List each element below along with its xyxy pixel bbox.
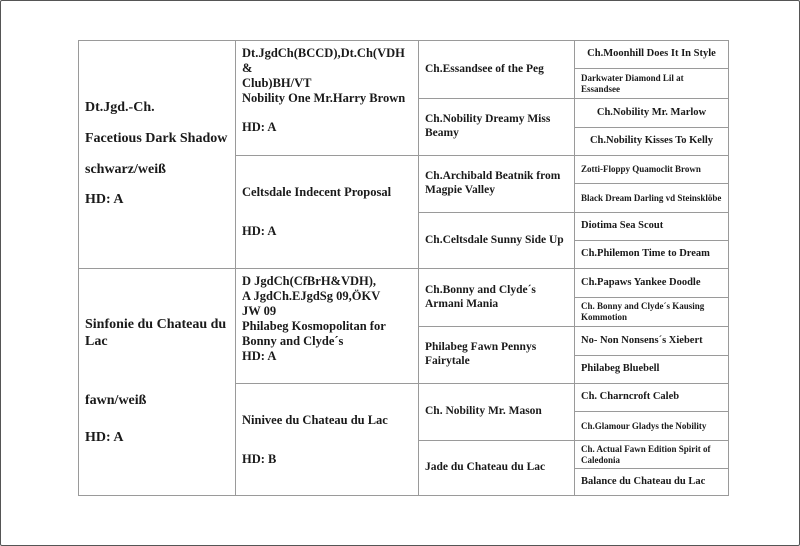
dog1-sire-line3: Club)BH/VT	[242, 76, 312, 90]
dog2-ss-cell: Ch.Bonny and Clyde´s Armani Mania	[419, 269, 575, 327]
dog1-ddd-cell: Ch.Philemon Time to Dream	[575, 241, 729, 269]
dog1-ssd-cell: Darkwater Diamond Lil at Essandsee	[575, 69, 729, 99]
dog2-sire-line1: D JgdCh(CfBrH&VDH),	[242, 274, 377, 288]
dog1-dam-name: Celtsdale Indecent Proposal	[242, 185, 392, 199]
dog2-sss-cell: Ch.Papaws Yankee Doodle	[575, 269, 729, 298]
dog1-dam-hd: HD: A	[242, 224, 277, 238]
dog1-sd-cell: Ch.Nobility Dreamy Miss Beamy	[419, 99, 575, 156]
dog2-sire-line3: JW 09	[242, 304, 277, 318]
dog1-name: Facetious Dark Shadow	[85, 130, 228, 146]
dog2-dam-cell	[236, 384, 419, 496]
dog1-color: schwarz/weiß	[85, 161, 166, 177]
dog2-dsd-cell: Ch.Glamour Gladys the Nobility	[575, 412, 729, 441]
dog1-sire-line2: &	[242, 61, 253, 75]
dog2-dd-cell: Jade du Chateau du Lac	[419, 441, 575, 496]
dog1-sire-cell	[236, 41, 419, 156]
dog2-hd: HD: A	[85, 429, 124, 445]
dog1-sdd-cell: Ch.Nobility Kisses To Kelly	[575, 128, 729, 156]
dog1-dsd-cell: Black Dream Darling vd Steinsklöbe	[575, 184, 729, 213]
dog1-dd-cell: Ch.Celtsdale Sunny Side Up	[419, 213, 575, 269]
dog1-ss-cell: Ch.Essandsee of the Peg	[419, 41, 575, 99]
dog2-sire-line2: A JgdCh.EJgdSg 09,ÖKV	[242, 289, 381, 303]
dog1-sire-hd: HD: A	[242, 120, 277, 134]
dog2-color: fawn/weiß	[85, 393, 147, 408]
dog1-sire-line1: Dt.JgdCh(BCCD),Dt.Ch(VDH	[242, 46, 405, 60]
dog2-sds-cell: No- Non Nonsens´s Xiebert	[575, 327, 729, 356]
dog2-sire-cell	[236, 269, 419, 384]
dog1-title: Dt.Jgd.-Ch.	[85, 99, 155, 115]
dog2-ddd-cell: Balance du Chateau du Lac	[575, 469, 729, 496]
dog1-sire-line4: Nobility One Mr.Harry Brown	[242, 91, 406, 105]
dog1-dss-cell: Zotti-Floppy Quamoclit Brown	[575, 156, 729, 184]
dog2-dss-cell: Ch. Charncroft Caleb	[575, 384, 729, 412]
dog1-cell	[79, 41, 236, 269]
dog2-dam-hd: HD: B	[242, 451, 277, 466]
dog1-dam-cell	[236, 156, 419, 269]
dog2-sd-cell: Philabeg Fawn Pennys Fairytale	[419, 327, 575, 384]
dog2-ds-cell: Ch. Nobility Mr. Mason	[419, 384, 575, 441]
dog2-dds-cell: Ch. Actual Fawn Edition Spirit of Caledonia	[575, 441, 729, 469]
dog2-sire-line4: Philabeg Kosmopolitan for	[242, 319, 386, 333]
dog1-sds-cell: Ch.Nobility Mr. Marlow	[575, 99, 729, 128]
dog2-dam-name: Ninivee du Chateau du Lac	[242, 412, 388, 427]
dog1-sss-cell: Ch.Moonhill Does It In Style	[575, 41, 729, 69]
dog1-hd: HD: A	[85, 192, 124, 208]
dog2-sire-hd: HD: A	[242, 349, 277, 363]
dog1-dds-cell: Diotima Sea Scout	[575, 213, 729, 241]
dog2-sdd-cell: Philabeg Bluebell	[575, 356, 729, 384]
dog2-ssd-cell: Ch. Bonny and Clyde´s Kausing Kommotion	[575, 298, 729, 327]
dog1-ds-cell: Ch.Archibald Beatnik from Magpie Valley	[419, 156, 575, 213]
pedigree-table	[78, 40, 729, 496]
dog2-cell	[79, 269, 236, 496]
dog2-sire-line5: Bonny and Clyde´s	[242, 334, 344, 348]
dog2-name: Sinfonie du Chateau du Lac	[85, 317, 227, 350]
